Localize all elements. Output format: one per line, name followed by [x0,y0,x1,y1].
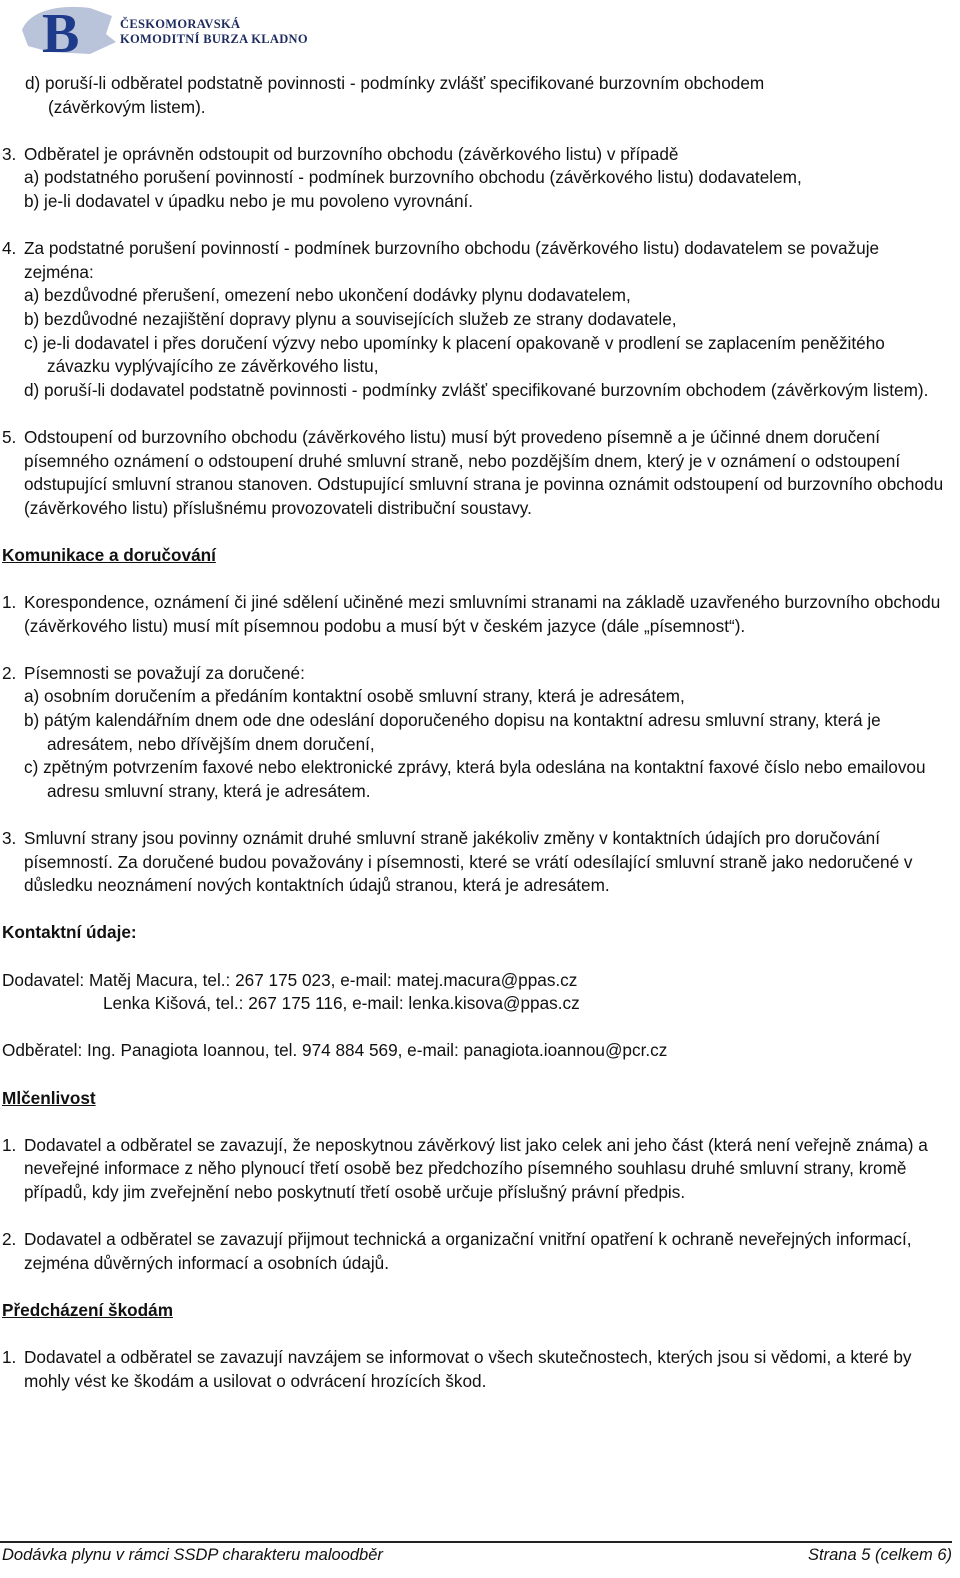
contact-customer: Odběratel: Ing. Panagiota Ioannou, tel. 974 884 569, e-mail: panagiota.ioannou@pcr.cz [2,1040,668,1061]
paragraph-text: Korespondence, oznámení či jiné sdělení učiněné mezi smluvními stranami na základě uzavřeného burzovního obchodu (závěrkového listu) musí mít písemnou podobu a musí být v českém jazyce (dále „písemnost“). [24,592,941,636]
paragraph-mlcenlivost-2 [2,1228,952,1275]
exchange-logo [20,2,308,58]
paragraph-5 [2,426,952,520]
paragraph-number: 2. [2,1229,17,1250]
paragraph-number: 4. [2,238,17,259]
paragraph-predchazeni-1 [2,1346,952,1393]
paragraph-number: 1. [2,1134,17,1155]
list-item: c) je-li dodavatel i přes doručení výzvy nebo upomínky k placení opakovaně v prodlení se zaplacením peněžitého závazku vyplývajícího ze závěrkového listu, [24,332,885,377]
footer-page-number: Strana 5 (celkem 6) [808,1546,952,1564]
list-item: a) osobním doručením a předáním kontaktní osobě smluvní strany, která je adresátem, [24,686,685,707]
section-heading-predchazeni: Předcházení škodám [2,1299,173,1320]
list-item: d) poruší-li dodavatel podstatně povinnosti - podmínky zvlášť specifikované burzovním obchodem (závěrkovým listem). [24,379,929,400]
footer-document-title: Dodávka plynu v rámci SSDP charakteru maloodběr [2,1546,383,1564]
paragraph-number: 1. [2,1347,17,1368]
text-line: b) je-li dodavatel v úpadku nebo je mu povoleno vyrovnání. [24,190,474,211]
paragraph-text: Smluvní strany jsou povinny oznámit druhé smluvní straně jakékoliv změny v kontaktních údajích pro doručování písemností. Za doručené budou považovány i písemnosti, které se vrátí odesílající smluvní straně jako nedoručené v důsledku neoznámení nových kontaktních údajů stranou, která je adresátem. [24,828,913,896]
paragraph-komunikace-2 [2,662,952,804]
logo-line-1: ČESKOMORAVSKÁ [120,17,241,31]
paragraph-text: Dodavatel a odběratel se zavazují navzájem se informovat o všech skutečnostech, kterých jsou si vědomi, a které by mohly vést ke škodám a usilovat o odvrácení hrozících škod. [24,1347,912,1391]
paragraph-mlcenlivost-1 [2,1134,952,1205]
paragraph-4 [2,237,952,402]
paragraph-number: 1. [2,592,17,613]
document-body [2,72,952,1417]
paragraph-komunikace-3 [2,827,952,898]
list-item: b) bezdůvodné nezajištění dopravy plynu a souvisejících služeb ze strany dodavatele, [24,308,677,329]
paragraph-number: 3. [2,828,17,848]
supplier-label: Dodavatel: [2,969,85,990]
contact-supplier [2,969,952,1016]
text-line: a) podstatného porušení povinností - podmínek burzovního obchodu (závěrkového listu) dodavatelem, [24,167,802,188]
footer-divider [0,1541,952,1543]
paragraph-intro: Za podstatné porušení povinností - podmínek burzovního obchodu (závěrkového listu) dodavatelem se považuje zejména: [24,238,880,282]
section-heading-komunikace: Komunikace a doručování [2,544,216,565]
svg-text:B: B [42,3,80,58]
paragraph-komunikace-1 [2,591,952,638]
text-line: (závěrkovým listem). [48,96,206,117]
paragraph-intro: Písemnosti se považují za doručené: [24,662,305,683]
list-item: b) pátým kalendářním dnem ode dne odeslání doporučeného dopisu na kontaktní adresu smluvní strany, která je adresátem, nebo dřívějším dnem doručení, [24,710,881,754]
section-heading-kontakty: Kontaktní údaje: [2,922,137,943]
text-line: d) poruší-li odběratel podstatně povinnosti - podmínky zvlášť specifikované burzovním obchodem [25,73,765,93]
section-heading-mlcenlivost: Mlčenlivost [2,1087,96,1108]
list-item: a) bezdůvodné přerušení, omezení nebo ukončení dodávky plynu dodavatelem, [24,285,631,306]
paragraph-text: Dodavatel a odběratel se zavazují, že neposkytnou závěrkový list jako celek ani jeho část (která není veřejně známa) a neveřejné informace z něho plynoucí třetí osobě bez předchozího písemného souhlasu druhé smluvní strany, kromě případů, kdy jim zveřejnění nebo poskytnutí třetí osobě určuje příslušný právní předpis. [24,1134,928,1202]
supplier-contact-1: Matěj Macura, tel.: 267 175 023, e-mail: matej.macura@ppas.cz [88,969,578,990]
list-item: c) zpětným potvrzením faxové nebo elektronické zprávy, která byla odeslána na kontaktní faxové číslo nebo emailovou adresu smluvní strany, která je adresátem. [24,757,926,801]
paragraph-d-continued [2,72,952,119]
supplier-contact-2: Lenka Kišová, tel.: 267 175 116, e-mail: lenka.kisova@ppas.cz [103,993,580,1014]
paragraph-text: Odstoupení od burzovního obchodu (závěrkového listu) musí být provedeno písemně a je účinné dnem doručení písemného oznámení o odstoupení druhé smluvní straně, nebo pozdějším dnem, který je v oznámení o odstoupení odstupující smluvní stranou stanoven. Odstupující smluvní strana je povinna oznámit odstoupení od burzovního obchodu (závěrkového listu) příslušnému provozovateli distribuční soustavy. [24,426,944,518]
logo-line-2: KOMODITNÍ BURZA KLADNO [120,32,308,46]
text-line: Odběratel je oprávněn odstoupit od burzovního obchodu (závěrkového listu) v případě [24,143,679,164]
logo-emblem-icon [20,2,120,58]
paragraph-number: 5. [2,426,17,447]
paragraph-number: 3. [2,143,17,164]
paragraph-number: 2. [2,662,17,683]
paragraph-3 [2,143,952,214]
paragraph-text: Dodavatel a odběratel se zavazují přijmout technická a organizační vnitřní opatření k ochraně neveřejných informací, zejména důvěrných informací a osobních údajů. [24,1229,912,1273]
